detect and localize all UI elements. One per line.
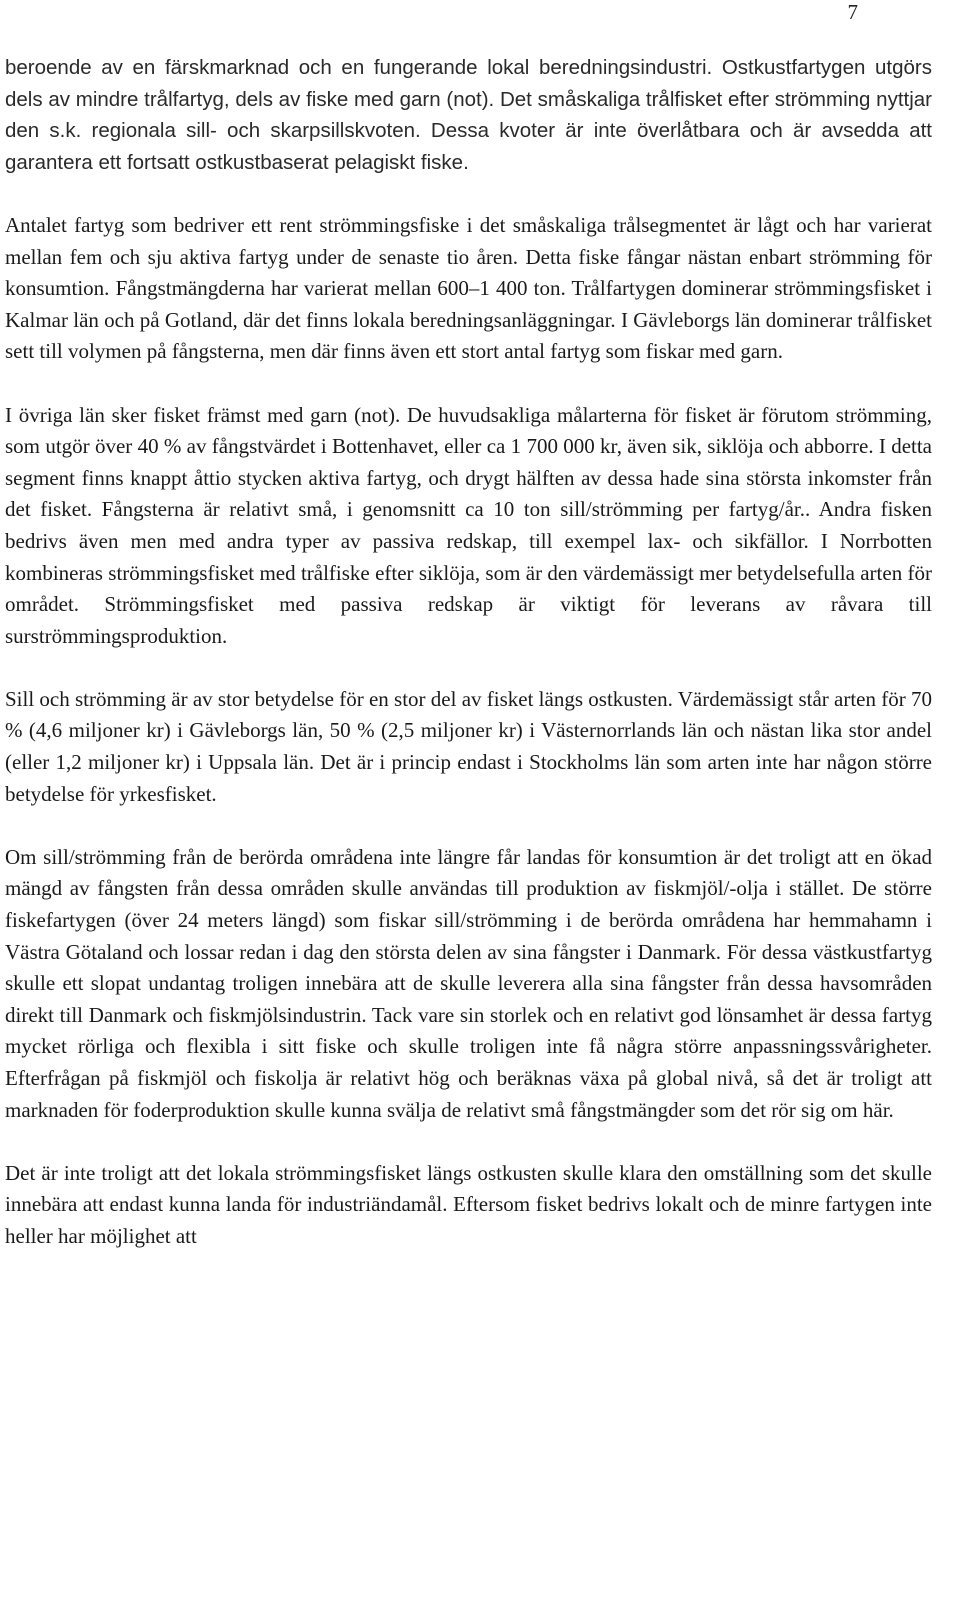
text-line: Danmark och fiskmjölsindustrin. Tack vare sin storlek och en relativt god [88,1002,712,1027]
text-line: Värdemässigt står arten för 70 % (4,6 miljoner kr) i Gävleborgs län, 50 % (2,5 [5,686,932,743]
text-line: Fångstmängderna har varierat mellan 600–1 400 ton. Trålfartygen dominerar [115,276,769,301]
text-line: småskaliga trålfisket efter strömming nyttjar den s.k. regionala sill- och [5,87,932,143]
text-line: foderproduktion skulle kunna svälja de relativt små fångstmängder som det rör [133,1097,796,1122]
paragraph-3 [5,400,932,653]
text-line: fångster i Danmark. För dessa västkustfartyg skulle ett slopat undantag troligen [5,939,933,996]
text-line: skarpsillskvoten. Dessa kvoter är inte överlåtbara och är avsedda att garantera ett [5,119,932,174]
paragraph-5 [5,842,932,1126]
text-line: strömmingsfisket i Kalmar län och på Gotland, där det finns lokala [5,276,933,332]
text-line: miljoner kr) i Västernorrlands län och nästan lika stor andel (eller 1,2 miljoner kr) i [5,718,933,775]
text-line: skulle användas till produktion av fiskmjöl/-olja i stället. De större fiskefartygen [5,876,933,933]
text-line: relativt hög och beräknas växa på global nivå, så det är troligt att marknaden för [5,1066,933,1122]
paragraph-1 [5,52,932,178]
text-line: till surströmmingsproduktion. [5,592,932,648]
text-line: redskap, till exempel lax- och sikfällor. I Norrbotten kombineras strömmingsfisket [5,528,932,585]
text-line: trålsegmentet är lågt och har varierat mellan fem och sju aktiva fartyg under de [5,212,932,269]
text-line: fortsatt ostkustbaserat pelagiskt fiske. [126,150,469,174]
paragraph-gap [5,368,932,400]
text-line: innebära att de skulle leverera alla sina fångster från dessa havsområden direkt till [5,971,933,1027]
paragraph-gap [5,178,932,210]
paragraph-2 [5,210,932,368]
text-line: Uppsala län. Det är i princip endast i Stockholms län som arten inte har någon [208,750,878,775]
paragraph-gap [5,1126,932,1158]
document-body [5,52,932,1253]
text-line: per fartyg/år.. Andra fisken bedrivs även men med andra typer av passiva [5,497,932,553]
text-line: med trålfiske efter siklöja, som är den värdemässigt mer betydelsefulla arten för [259,560,933,585]
text-line: lönsamhet är dessa fartyg mycket rörliga och flexibla i sitt fiske och skulle troligen [5,1002,933,1059]
text-line: Eftersom fisket bedrivs lokalt och de minre fartygen inte heller har möjlighet att [5,1192,932,1248]
text-line: åttio stycken aktiva fartyg, och drygt hälften av dessa hade sina största inkomster [193,465,892,490]
text-line: fångsterna, men där finns även ett stort antal fartyg som fiskar med garn. [171,339,783,364]
text-line: eller ca 1 700 000 kr, även sik, siklöja och abborre. I detta segment finns knappt [5,434,933,490]
text-line: sig om här. [801,1097,894,1122]
paragraph-4 [5,684,932,810]
text-line: Sill och strömming är av stor betydelse för en stor del av fisket längs ostkusten. [5,686,673,711]
text-line: (över 24 meters längd) som fiskar sill/strömming i de berörda områdena har [124,908,801,933]
text-line: I övriga län sker fisket främst med garn (not). De huvudsakliga målarterna för [5,402,679,427]
text-line: Ostkustfartygen utgörs dels av mindre trålfartyg, dels av fiske med garn (not). Det [5,56,932,111]
text-line: omställning som det skulle innebära att endast kunna landa för industriändamål. [5,1160,933,1217]
paragraph-6 [5,1158,932,1253]
paragraph-gap [5,810,932,842]
text-line: Det är inte troligt att det lokala strömmingsfisket längs ostkusten skulle klara den [5,1160,698,1185]
text-line: hemmahamn i Västra Götaland och lossar redan i dag den största delen av sina [5,908,933,964]
text-line: Antalet fartyg som bedriver ett rent strömmingsfiske i det småskaliga [5,212,607,237]
text-line: beredningsanläggningar. I Gävleborgs län dominerar trålfisket sett till volymen på [5,307,933,364]
text-line: fisket är förutom strömming, som utgör över 40 % av fångstvärdet i Bottenhavet, [5,402,932,459]
text-line: konsumtion är det troligt att en ökad mängd av fångsten från dessa områden [5,844,933,901]
text-line: området. Strömmingsfisket med passiva redskap är viktigt för leverans av råvara [5,592,884,617]
text-line: större betydelse för yrkesfisket. [5,750,933,806]
text-line: från det fisket. Fångsterna är relativt små, i genomsnitt ca 10 ton sill/strömming [5,465,933,522]
paragraph-gap [5,652,932,684]
text-line: senaste tio åren. Detta fiske fångar nästan enbart strömming för konsumtion. [5,244,933,301]
text-line: Om sill/strömming från de berörda områdena inte längre får landas för [5,844,612,869]
text-line: inte få några större anpassningssvårigheter. Efterfrågan på fiskmjöl och fiskolja är [5,1034,932,1090]
page-number: 7 [847,0,858,24]
text-line: beroende av en färskmarknad och en fungerande lokal beredningsindustri. [5,56,713,79]
